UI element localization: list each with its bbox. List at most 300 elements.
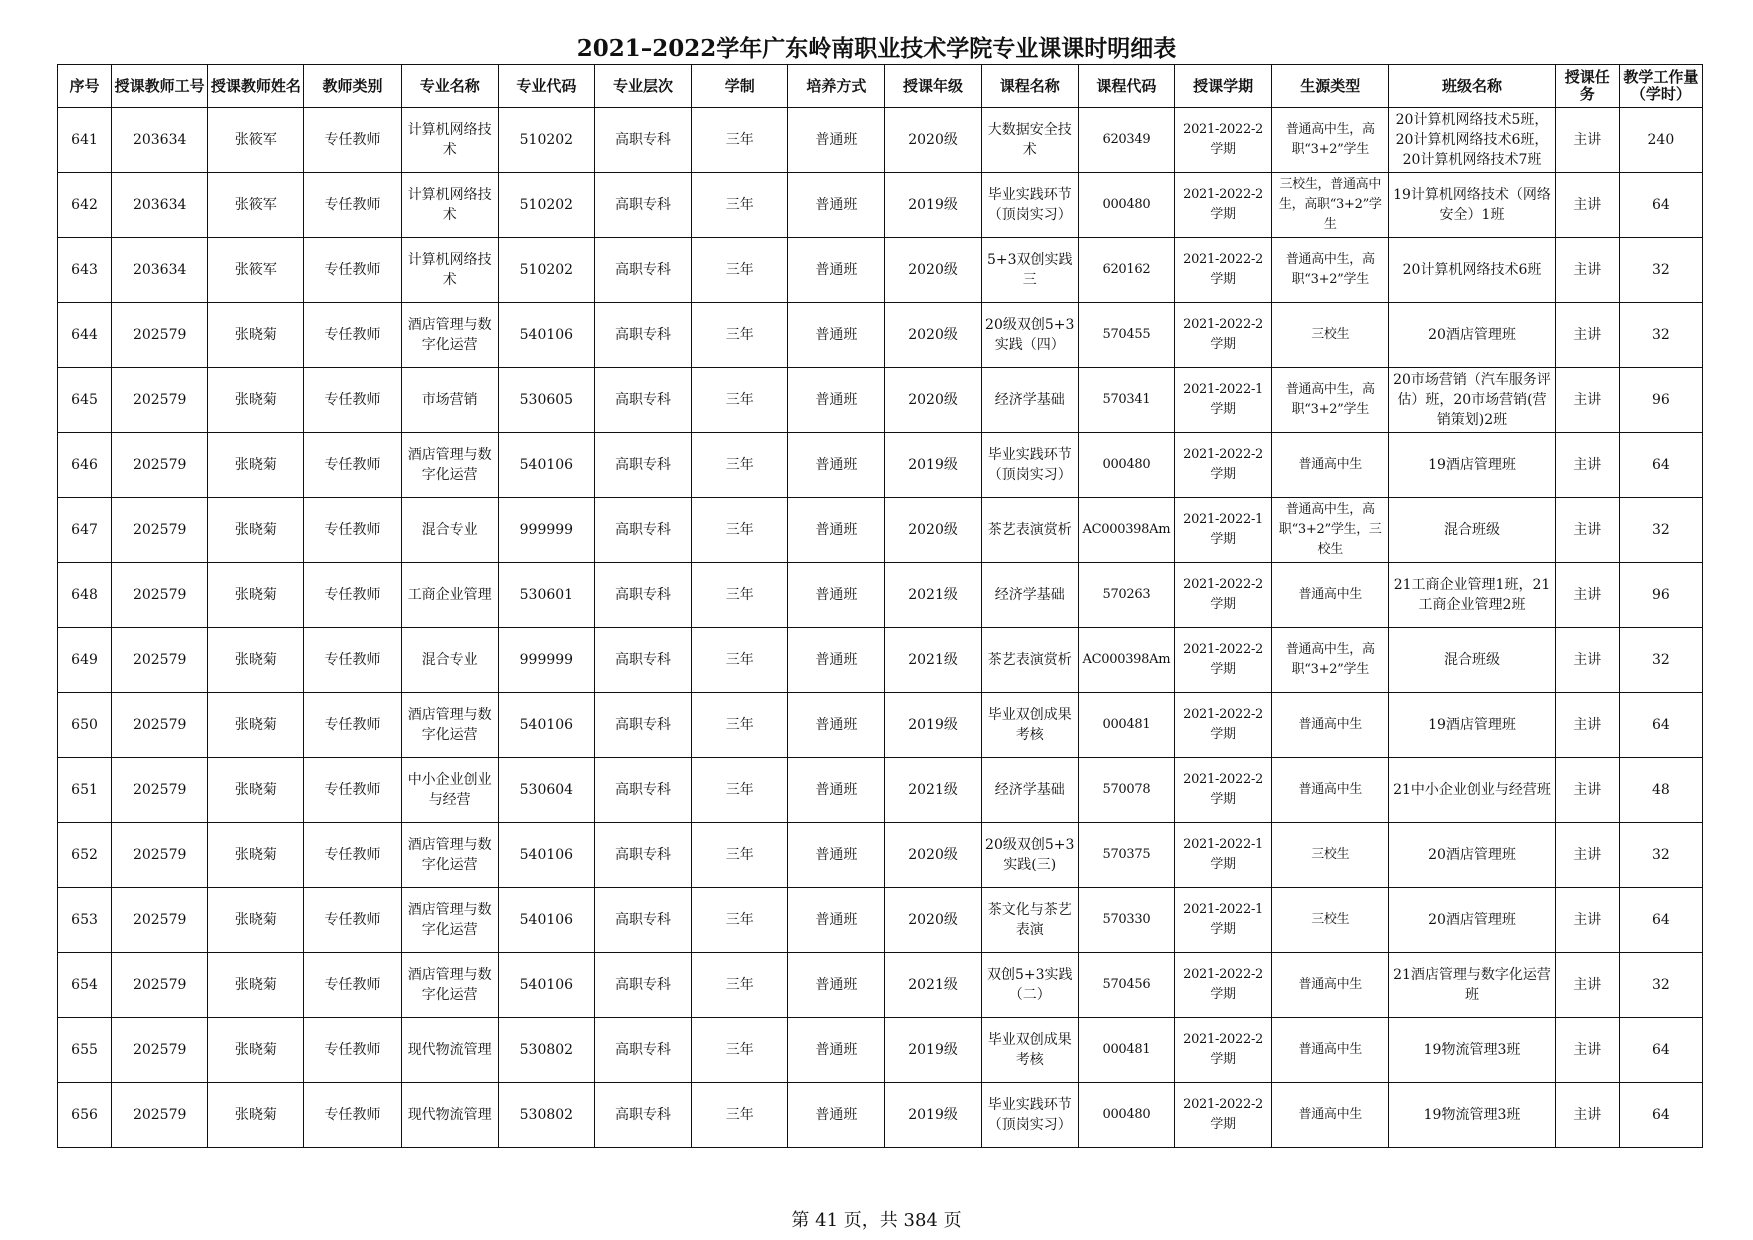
cell-training: 普通班 <box>788 953 885 1018</box>
cell-major-code: 530604 <box>498 758 594 823</box>
cell-hours: 48 <box>1619 758 1702 823</box>
cell-class-name <box>1389 888 1555 953</box>
cell-major: 现代物流管理 <box>401 1018 498 1083</box>
cell-source: 三校生，普通高中生，高职“3+2”学生 <box>1272 173 1389 238</box>
cell-training: 普通班 <box>788 888 885 953</box>
table-row <box>58 628 1703 693</box>
cell-teacher-type: 专任教师 <box>304 823 401 888</box>
class-name-text: 19酒店管理班 <box>1428 457 1516 473</box>
header-row <box>58 65 1703 108</box>
cell-teacher-id: 202579 <box>112 563 208 628</box>
cell-duration: 三年 <box>692 888 788 953</box>
cell-level: 高职专科 <box>594 758 691 823</box>
cell-duration: 三年 <box>692 498 788 563</box>
cell-hours: 64 <box>1619 433 1702 498</box>
table-row <box>58 1083 1703 1148</box>
header-cell: 教师类别 <box>304 65 401 108</box>
table-row <box>58 238 1703 303</box>
cell-course: 毕业实践环节（顶岗实习） <box>981 1083 1078 1148</box>
cell-semester: 2021-2022-2学期 <box>1174 433 1271 498</box>
cell-level: 高职专科 <box>594 1083 691 1148</box>
class-name-text: 19物流管理3班 <box>1423 1107 1521 1123</box>
cell-course: 5+3双创实践三 <box>981 238 1078 303</box>
cell-grade: 2020级 <box>885 823 981 888</box>
cell-seq: 655 <box>58 1018 112 1083</box>
cell-course: 茶艺表演赏析 <box>981 498 1078 563</box>
cell-hours: 32 <box>1619 498 1702 563</box>
cell-teacher-type: 专任教师 <box>304 628 401 693</box>
cell-course-code: 000481 <box>1078 693 1174 758</box>
cell-level: 高职专科 <box>594 1018 691 1083</box>
cell-teacher-type: 专任教师 <box>304 368 401 433</box>
cell-level: 高职专科 <box>594 953 691 1018</box>
cell-major: 酒店管理与数字化运营 <box>401 823 498 888</box>
cell-seq: 653 <box>58 888 112 953</box>
cell-grade: 2020级 <box>885 888 981 953</box>
cell-major: 计算机网络技术 <box>401 108 498 173</box>
cell-source: 三校生 <box>1272 823 1389 888</box>
cell-major-code: 530605 <box>498 368 594 433</box>
cell-major-code: 540106 <box>498 303 594 368</box>
cell-hours: 96 <box>1619 563 1702 628</box>
cell-grade: 2020级 <box>885 238 981 303</box>
cell-source: 普通高中生，高职“3+2”学生，三校生 <box>1272 498 1389 563</box>
cell-class-name <box>1389 563 1555 628</box>
cell-major-code: 540106 <box>498 953 594 1018</box>
class-name-text: 19酒店管理班 <box>1428 717 1516 733</box>
cell-major: 工商企业管理 <box>401 563 498 628</box>
class-name-text: 混合班级 <box>1444 652 1500 668</box>
cell-course-code: 000480 <box>1078 1083 1174 1148</box>
cell-major: 混合专业 <box>401 628 498 693</box>
table-row <box>58 888 1703 953</box>
cell-major-code: 530802 <box>498 1018 594 1083</box>
cell-course: 经济学基础 <box>981 758 1078 823</box>
cell-course: 毕业实践环节（顶岗实习） <box>981 433 1078 498</box>
cell-duration: 三年 <box>692 238 788 303</box>
cell-teacher-type: 专任教师 <box>304 953 401 1018</box>
cell-source: 三校生 <box>1272 303 1389 368</box>
cell-task: 主讲 <box>1555 1083 1619 1148</box>
cell-training: 普通班 <box>788 628 885 693</box>
cell-seq: 649 <box>58 628 112 693</box>
cell-major-code: 530601 <box>498 563 594 628</box>
cell-teacher-name: 张筱军 <box>208 173 304 238</box>
cell-task: 主讲 <box>1555 108 1619 173</box>
class-name-text: 20酒店管理班 <box>1428 327 1516 343</box>
cell-duration: 三年 <box>692 368 788 433</box>
cell-major: 酒店管理与数字化运营 <box>401 888 498 953</box>
cell-hours: 64 <box>1619 1083 1702 1148</box>
cell-source: 普通高中生 <box>1272 433 1389 498</box>
course-hours-table <box>57 64 1703 1148</box>
cell-course-code: 000480 <box>1078 173 1174 238</box>
cell-hours: 64 <box>1619 888 1702 953</box>
table-row <box>58 433 1703 498</box>
class-name-text: 20酒店管理班 <box>1428 847 1516 863</box>
table-row <box>58 1018 1703 1083</box>
cell-teacher-name: 张晓菊 <box>208 303 304 368</box>
cell-teacher-type: 专任教师 <box>304 173 401 238</box>
cell-hours: 32 <box>1619 238 1702 303</box>
cell-teacher-name: 张筱军 <box>208 108 304 173</box>
cell-duration: 三年 <box>692 823 788 888</box>
cell-source: 普通高中生 <box>1272 953 1389 1018</box>
cell-teacher-type: 专任教师 <box>304 238 401 303</box>
cell-duration: 三年 <box>692 563 788 628</box>
cell-seq: 650 <box>58 693 112 758</box>
cell-training: 普通班 <box>788 238 885 303</box>
cell-teacher-id: 202579 <box>112 498 208 563</box>
cell-task: 主讲 <box>1555 173 1619 238</box>
cell-hours: 96 <box>1619 368 1702 433</box>
cell-duration: 三年 <box>692 433 788 498</box>
cell-hours: 32 <box>1619 953 1702 1018</box>
cell-teacher-name: 张晓菊 <box>208 953 304 1018</box>
cell-task: 主讲 <box>1555 888 1619 953</box>
cell-teacher-name: 张晓菊 <box>208 368 304 433</box>
cell-class-name <box>1389 498 1555 563</box>
header-cell: 培养方式 <box>788 65 885 108</box>
cell-level: 高职专科 <box>594 498 691 563</box>
cell-class-name <box>1389 1018 1555 1083</box>
cell-semester: 2021-2022-1学期 <box>1174 368 1271 433</box>
table-row <box>58 303 1703 368</box>
cell-major: 酒店管理与数字化运营 <box>401 953 498 1018</box>
cell-duration: 三年 <box>692 953 788 1018</box>
cell-grade: 2019级 <box>885 693 981 758</box>
cell-course-code: 570341 <box>1078 368 1174 433</box>
cell-teacher-name: 张晓菊 <box>208 1083 304 1148</box>
cell-source: 普通高中生，高职“3+2”学生 <box>1272 108 1389 173</box>
cell-teacher-id: 202579 <box>112 303 208 368</box>
cell-teacher-type: 专任教师 <box>304 433 401 498</box>
cell-grade: 2019级 <box>885 1083 981 1148</box>
table-row <box>58 758 1703 823</box>
cell-duration: 三年 <box>692 628 788 693</box>
cell-teacher-name: 张晓菊 <box>208 888 304 953</box>
class-name-text: 19物流管理3班 <box>1423 1042 1521 1058</box>
cell-hours: 64 <box>1619 1018 1702 1083</box>
cell-teacher-id: 202579 <box>112 368 208 433</box>
cell-hours: 240 <box>1619 108 1702 173</box>
cell-teacher-type: 专任教师 <box>304 758 401 823</box>
cell-course-code: AC000398Am <box>1078 628 1174 693</box>
cell-semester: 2021-2022-1学期 <box>1174 888 1271 953</box>
cell-level: 高职专科 <box>594 823 691 888</box>
cell-major: 计算机网络技术 <box>401 238 498 303</box>
cell-major-code: 999999 <box>498 628 594 693</box>
cell-grade: 2020级 <box>885 108 981 173</box>
cell-class-name <box>1389 238 1555 303</box>
cell-grade: 2020级 <box>885 368 981 433</box>
cell-teacher-id: 202579 <box>112 823 208 888</box>
cell-seq: 654 <box>58 953 112 1018</box>
cell-seq: 643 <box>58 238 112 303</box>
cell-semester: 2021-2022-2学期 <box>1174 238 1271 303</box>
cell-course: 毕业双创成果考核 <box>981 693 1078 758</box>
cell-teacher-name: 张晓菊 <box>208 823 304 888</box>
cell-source: 普通高中生，高职“3+2”学生 <box>1272 628 1389 693</box>
cell-level: 高职专科 <box>594 433 691 498</box>
class-name-text: 21酒店管理与数字化运营班 <box>1393 967 1551 1003</box>
cell-source: 三校生 <box>1272 888 1389 953</box>
cell-class-name <box>1389 303 1555 368</box>
cell-major: 现代物流管理 <box>401 1083 498 1148</box>
cell-course: 毕业双创成果考核 <box>981 1018 1078 1083</box>
cell-teacher-type: 专任教师 <box>304 108 401 173</box>
cell-source: 普通高中生，高职“3+2”学生 <box>1272 368 1389 433</box>
class-name-text: 20计算机网络技术6班 <box>1402 262 1542 278</box>
table-row <box>58 108 1703 173</box>
cell-training: 普通班 <box>788 758 885 823</box>
cell-course: 茶文化与茶艺表演 <box>981 888 1078 953</box>
cell-seq: 648 <box>58 563 112 628</box>
cell-grade: 2020级 <box>885 498 981 563</box>
cell-task: 主讲 <box>1555 238 1619 303</box>
cell-teacher-name: 张筱军 <box>208 238 304 303</box>
cell-class-name <box>1389 953 1555 1018</box>
table-body <box>58 108 1703 1148</box>
cell-task: 主讲 <box>1555 758 1619 823</box>
cell-source: 普通高中生，高职“3+2”学生 <box>1272 238 1389 303</box>
cell-course: 毕业实践环节（顶岗实习） <box>981 173 1078 238</box>
document-title: 2021–2022学年广东岭南职业技术学院专业课课时明细表 <box>576 35 1177 62</box>
cell-duration: 三年 <box>692 1083 788 1148</box>
cell-teacher-name: 张晓菊 <box>208 498 304 563</box>
cell-major-code: 540106 <box>498 693 594 758</box>
cell-major: 酒店管理与数字化运营 <box>401 693 498 758</box>
cell-hours: 32 <box>1619 823 1702 888</box>
cell-teacher-name: 张晓菊 <box>208 1018 304 1083</box>
cell-training: 普通班 <box>788 498 885 563</box>
cell-training: 普通班 <box>788 823 885 888</box>
header-cell: 课程代码 <box>1078 65 1174 108</box>
cell-course: 茶艺表演赏析 <box>981 628 1078 693</box>
cell-major: 计算机网络技术 <box>401 173 498 238</box>
cell-grade: 2019级 <box>885 433 981 498</box>
cell-task: 主讲 <box>1555 303 1619 368</box>
table-row <box>58 563 1703 628</box>
cell-seq: 647 <box>58 498 112 563</box>
cell-course: 20级双创5+3实践(三) <box>981 823 1078 888</box>
cell-source: 普通高中生 <box>1272 693 1389 758</box>
cell-teacher-type: 专任教师 <box>304 563 401 628</box>
cell-level: 高职专科 <box>594 888 691 953</box>
cell-class-name <box>1389 173 1555 238</box>
cell-task: 主讲 <box>1555 368 1619 433</box>
cell-level: 高职专科 <box>594 173 691 238</box>
cell-course-code: 000480 <box>1078 433 1174 498</box>
cell-semester: 2021-2022-2学期 <box>1174 1083 1271 1148</box>
cell-major: 市场营销 <box>401 368 498 433</box>
page-number: 第 41 页，共 384 页 <box>791 1210 962 1231</box>
cell-teacher-type: 专任教师 <box>304 1083 401 1148</box>
cell-teacher-name: 张晓菊 <box>208 433 304 498</box>
header-cell: 生源类型 <box>1272 65 1389 108</box>
cell-level: 高职专科 <box>594 238 691 303</box>
header-cell: 课程名称 <box>981 65 1078 108</box>
cell-teacher-id: 202579 <box>112 953 208 1018</box>
cell-duration: 三年 <box>692 173 788 238</box>
cell-teacher-type: 专任教师 <box>304 888 401 953</box>
cell-task: 主讲 <box>1555 563 1619 628</box>
cell-major-code: 510202 <box>498 238 594 303</box>
cell-task: 主讲 <box>1555 498 1619 563</box>
header-cell: 教学工作量（学时） <box>1619 65 1702 108</box>
cell-task: 主讲 <box>1555 433 1619 498</box>
cell-major: 混合专业 <box>401 498 498 563</box>
cell-major-code: 540106 <box>498 433 594 498</box>
cell-teacher-name: 张晓菊 <box>208 693 304 758</box>
cell-seq: 644 <box>58 303 112 368</box>
cell-major-code: 510202 <box>498 108 594 173</box>
cell-course-code: 570456 <box>1078 953 1174 1018</box>
header-cell: 专业代码 <box>498 65 594 108</box>
cell-major: 酒店管理与数字化运营 <box>401 303 498 368</box>
cell-semester: 2021-2022-2学期 <box>1174 108 1271 173</box>
cell-seq: 652 <box>58 823 112 888</box>
cell-class-name <box>1389 368 1555 433</box>
class-name-text: 19计算机网络技术（网络安全）1班 <box>1393 187 1551 223</box>
cell-hours: 32 <box>1619 303 1702 368</box>
cell-training: 普通班 <box>788 1083 885 1148</box>
table-row <box>58 823 1703 888</box>
cell-task: 主讲 <box>1555 823 1619 888</box>
cell-semester: 2021-2022-2学期 <box>1174 173 1271 238</box>
cell-major: 酒店管理与数字化运营 <box>401 433 498 498</box>
table-row <box>58 953 1703 1018</box>
cell-class-name <box>1389 433 1555 498</box>
cell-training: 普通班 <box>788 368 885 433</box>
cell-course-code: 000481 <box>1078 1018 1174 1083</box>
cell-seq: 642 <box>58 173 112 238</box>
class-name-text: 20酒店管理班 <box>1428 912 1516 928</box>
cell-semester: 2021-2022-2学期 <box>1174 563 1271 628</box>
cell-semester: 2021-2022-2学期 <box>1174 693 1271 758</box>
cell-task: 主讲 <box>1555 693 1619 758</box>
table-row <box>58 693 1703 758</box>
cell-seq: 656 <box>58 1083 112 1148</box>
cell-level: 高职专科 <box>594 368 691 433</box>
cell-duration: 三年 <box>692 108 788 173</box>
cell-seq: 641 <box>58 108 112 173</box>
cell-teacher-type: 专任教师 <box>304 693 401 758</box>
cell-teacher-id: 202579 <box>112 888 208 953</box>
table-row <box>58 368 1703 433</box>
cell-duration: 三年 <box>692 758 788 823</box>
cell-teacher-name: 张晓菊 <box>208 628 304 693</box>
cell-teacher-type: 专任教师 <box>304 303 401 368</box>
cell-level: 高职专科 <box>594 303 691 368</box>
cell-grade: 2020级 <box>885 303 981 368</box>
header-cell: 授课教师工号 <box>112 65 208 108</box>
cell-course: 经济学基础 <box>981 368 1078 433</box>
cell-teacher-id: 203634 <box>112 108 208 173</box>
cell-teacher-id: 202579 <box>112 433 208 498</box>
class-name-text: 21中小企业创业与经营班 <box>1393 782 1551 798</box>
header-cell: 授课年级 <box>885 65 981 108</box>
cell-grade: 2021级 <box>885 953 981 1018</box>
class-name-text: 21工商企业管理1班，21工商企业管理2班 <box>1393 577 1551 613</box>
cell-duration: 三年 <box>692 693 788 758</box>
cell-course-code: AC000398Am <box>1078 498 1174 563</box>
cell-course-code: 570330 <box>1078 888 1174 953</box>
header-cell: 授课学期 <box>1174 65 1271 108</box>
cell-hours: 64 <box>1619 693 1702 758</box>
cell-teacher-id: 203634 <box>112 238 208 303</box>
cell-training: 普通班 <box>788 1018 885 1083</box>
cell-duration: 三年 <box>692 1018 788 1083</box>
cell-major-code: 540106 <box>498 823 594 888</box>
cell-major-code: 540106 <box>498 888 594 953</box>
table-row <box>58 173 1703 238</box>
cell-grade: 2021级 <box>885 563 981 628</box>
cell-seq: 645 <box>58 368 112 433</box>
cell-grade: 2021级 <box>885 758 981 823</box>
cell-semester: 2021-2022-1学期 <box>1174 823 1271 888</box>
cell-class-name <box>1389 1083 1555 1148</box>
cell-course: 双创5+3实践（二） <box>981 953 1078 1018</box>
header-cell: 授课任务 <box>1555 65 1619 108</box>
cell-training: 普通班 <box>788 173 885 238</box>
cell-level: 高职专科 <box>594 693 691 758</box>
cell-major: 中小企业创业与经营 <box>401 758 498 823</box>
cell-teacher-id: 202579 <box>112 1018 208 1083</box>
cell-semester: 2021-2022-2学期 <box>1174 1018 1271 1083</box>
cell-class-name <box>1389 108 1555 173</box>
cell-semester: 2021-2022-2学期 <box>1174 758 1271 823</box>
cell-task: 主讲 <box>1555 1018 1619 1083</box>
header-cell: 学制 <box>692 65 788 108</box>
cell-source: 普通高中生 <box>1272 563 1389 628</box>
cell-major-code: 530802 <box>498 1083 594 1148</box>
cell-teacher-id: 202579 <box>112 758 208 823</box>
cell-class-name <box>1389 693 1555 758</box>
cell-training: 普通班 <box>788 693 885 758</box>
cell-course: 大数据安全技术 <box>981 108 1078 173</box>
cell-hours: 32 <box>1619 628 1702 693</box>
cell-semester: 2021-2022-1学期 <box>1174 498 1271 563</box>
cell-semester: 2021-2022-2学期 <box>1174 628 1271 693</box>
cell-class-name <box>1389 758 1555 823</box>
table-row <box>58 498 1703 563</box>
cell-source: 普通高中生 <box>1272 1018 1389 1083</box>
cell-teacher-name: 张晓菊 <box>208 758 304 823</box>
cell-teacher-id: 202579 <box>112 1083 208 1148</box>
class-name-text: 20市场营销（汽车服务评估）班，20市场营销(营销策划)2班 <box>1393 372 1551 428</box>
cell-training: 普通班 <box>788 303 885 368</box>
cell-grade: 2019级 <box>885 1018 981 1083</box>
cell-level: 高职专科 <box>594 563 691 628</box>
cell-teacher-type: 专任教师 <box>304 498 401 563</box>
cell-task: 主讲 <box>1555 628 1619 693</box>
cell-seq: 651 <box>58 758 112 823</box>
cell-teacher-type: 专任教师 <box>304 1018 401 1083</box>
cell-teacher-id: 202579 <box>112 628 208 693</box>
cell-teacher-id: 203634 <box>112 173 208 238</box>
cell-semester: 2021-2022-2学期 <box>1174 953 1271 1018</box>
cell-course-code: 620349 <box>1078 108 1174 173</box>
header-cell: 授课教师姓名 <box>208 65 304 108</box>
cell-duration: 三年 <box>692 303 788 368</box>
cell-hours: 64 <box>1619 173 1702 238</box>
cell-teacher-id: 202579 <box>112 693 208 758</box>
cell-task: 主讲 <box>1555 953 1619 1018</box>
header-cell: 序号 <box>58 65 112 108</box>
cell-major-code: 999999 <box>498 498 594 563</box>
cell-major-code: 510202 <box>498 173 594 238</box>
